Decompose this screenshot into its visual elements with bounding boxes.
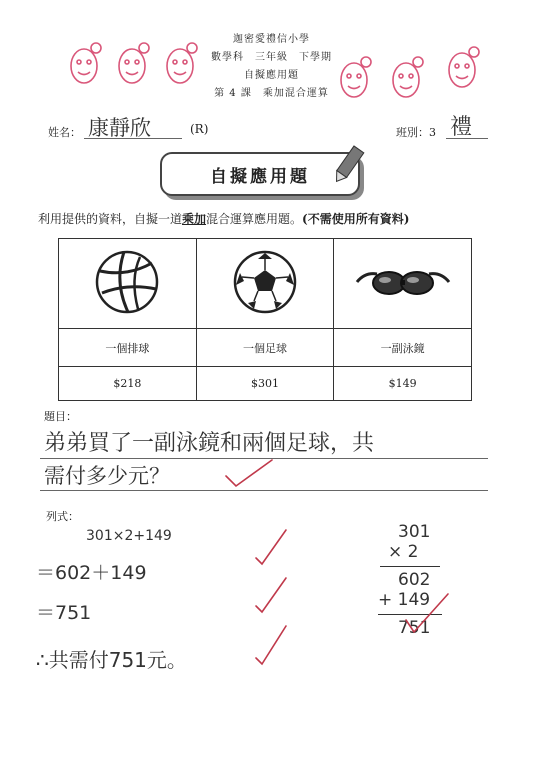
vertical-rule-1 [380, 566, 440, 567]
name-label: 姓名： [48, 126, 81, 139]
swim-goggles-icon [355, 262, 451, 302]
items-table [58, 238, 472, 401]
working-step-1: ＝602＋149 [36, 562, 147, 584]
reward-stamps-left [66, 40, 211, 92]
working-step-2: ＝751 [36, 602, 92, 624]
item-price: $301 [196, 367, 334, 401]
lesson-line: 第 4 課 乘加混合運算 [214, 88, 329, 99]
table-row-names [59, 329, 472, 367]
name-underline [84, 138, 182, 139]
volleyball-icon [94, 249, 160, 315]
item-image-cell [334, 239, 472, 329]
vertical-addend: + 149 [378, 590, 431, 610]
pencil-icon [330, 144, 366, 186]
instruction [38, 210, 409, 227]
item-name: 一副泳鏡 [334, 329, 472, 367]
reward-stamps-right [336, 44, 496, 100]
working-expression: 301×2+149 [86, 528, 172, 544]
table-row-images [59, 239, 472, 329]
soccer-ball-icon [232, 249, 298, 315]
item-image-cell [196, 239, 334, 329]
class-value: 禮 [450, 115, 473, 140]
item-price: $218 [59, 367, 197, 401]
vertical-partial: 602 [398, 570, 431, 590]
teacher-check-icon [254, 622, 288, 666]
stamp-face-icon [167, 43, 197, 83]
worksheet-title: 自擬應用題 [160, 152, 360, 196]
class-label: 班別：3 [396, 126, 436, 139]
item-name: 一個排球 [59, 329, 197, 367]
question-label: 題目： [44, 410, 77, 423]
instruction-middle: 混合運算應用題。 [206, 212, 303, 226]
student-name: 康靜欣 [88, 116, 151, 140]
instruction-prefix: 利用提供的資料，自擬一道 [38, 212, 183, 226]
item-price: $149 [334, 367, 472, 401]
working-label: 列式： [46, 510, 79, 523]
stamp-face-icon [341, 57, 371, 97]
item-name: 一個足球 [196, 329, 334, 367]
vertical-multiplicand: 301 [398, 522, 431, 542]
teacher-check-icon [254, 574, 288, 614]
student-number: (R) [190, 122, 209, 136]
teacher-check-icon [224, 456, 274, 490]
stamp-face-icon [71, 43, 101, 83]
item-image-cell [59, 239, 197, 329]
school-name: 迦密愛禮信小學 [233, 34, 310, 45]
instruction-note: (不需使用所有資料) [302, 212, 410, 226]
question-line-2: 需付多少元？ [44, 464, 170, 488]
working-answer: ∴共需付751元。 [36, 648, 187, 672]
topic-line: 自擬應用題 [244, 70, 299, 81]
question-line-1: 弟弟買了一副泳鏡和兩個足球，共 [44, 431, 375, 456]
stamp-face-icon [449, 47, 479, 87]
term-line: 數學科 三年級 下學期 [211, 52, 332, 63]
teacher-check-icon [254, 526, 288, 566]
instruction-emphasis: 乘加 [182, 212, 207, 226]
vertical-multiplier: × 2 [388, 542, 419, 562]
vertical-total: 751 [398, 618, 431, 638]
table-row-prices [59, 367, 472, 401]
teacher-check-icon [404, 590, 450, 636]
class-underline [446, 138, 488, 139]
stamp-face-icon [393, 57, 423, 97]
question-rule-2 [40, 490, 488, 491]
stamp-face-icon [119, 43, 149, 83]
